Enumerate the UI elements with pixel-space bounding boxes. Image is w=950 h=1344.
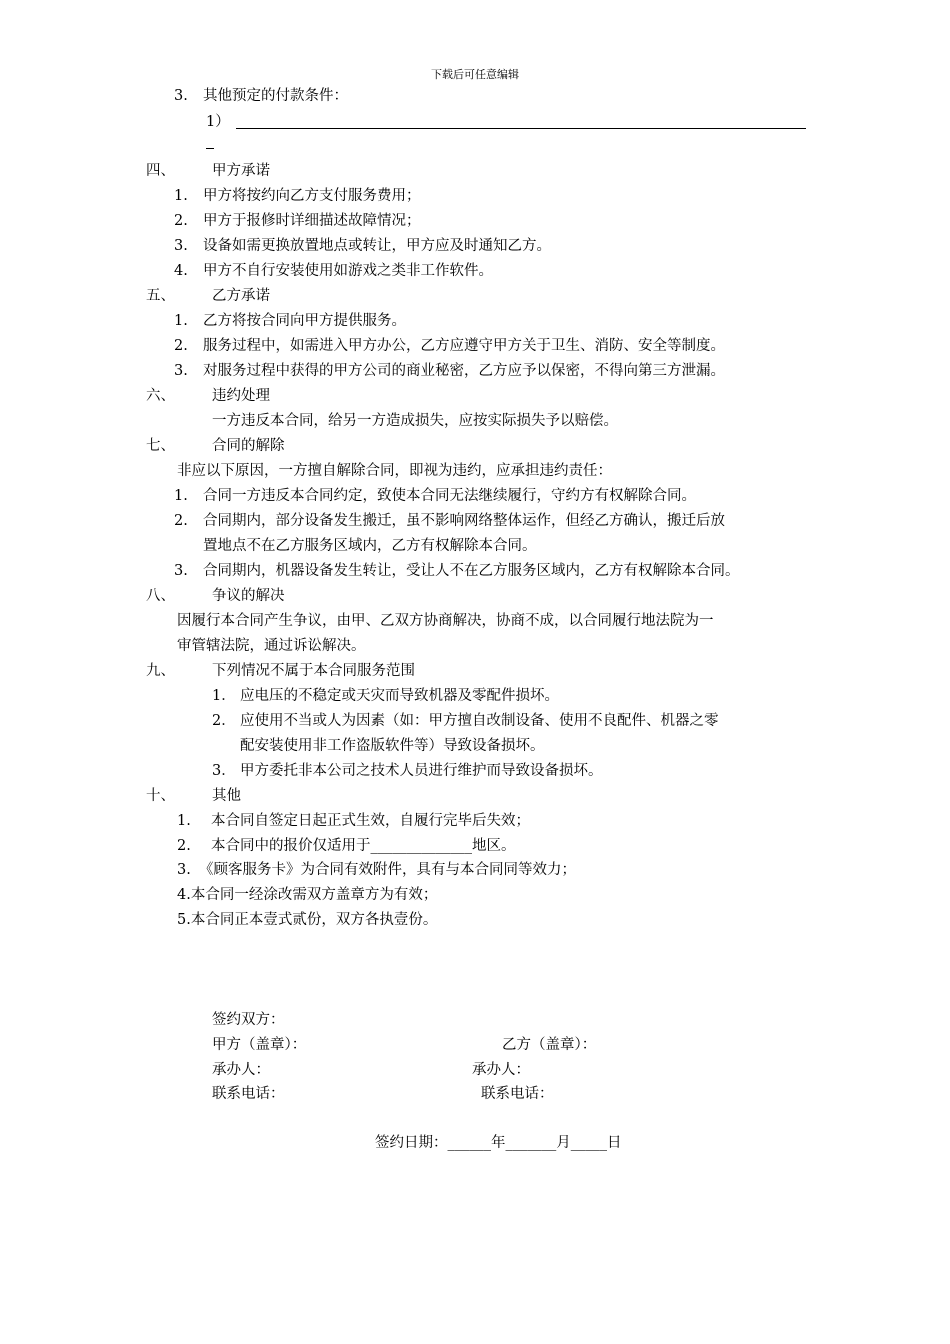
clause-text: 5.本合同正本壹式贰份，双方各执壹份。 (177, 912, 438, 928)
item-number: 1. (174, 188, 188, 204)
item-number: 3. (174, 363, 188, 379)
clause-text: 合同期内，部分设备发生搬迁，虽不影响网络整体运作，但经乙方确认，搬迁后放 (203, 513, 725, 529)
clause-text: 设备如需更换放置地点或转让，甲方应及时通知乙方。 (203, 238, 551, 254)
payment-term-1-blank-line (236, 128, 806, 129)
section-number: 五、 (146, 288, 175, 304)
clause-text: 应电压的不稳定或天灾而导致机器及零配件损坏。 (240, 688, 559, 704)
section-title-termination: 合同的解除 (212, 438, 285, 454)
clause-text: 本合同中的报价仅适用于______________地区。 (211, 838, 516, 854)
section-title-dispute: 争议的解决 (212, 588, 285, 604)
item-number: 2. (174, 213, 188, 229)
clause-text: 乙方将按合同向甲方提供服务。 (203, 313, 406, 329)
party-a-handler-label: 承办人： (212, 1062, 270, 1078)
section-number: 九、 (146, 663, 175, 679)
page-header: 下载后可任意编辑 (431, 68, 519, 81)
signing-parties-label: 签约双方： (212, 1012, 285, 1028)
clause-text: 本合同自签定日起正式生效，自履行完毕后失效； (211, 813, 530, 829)
clause-text: 审管辖法院，通过诉讼解决。 (177, 638, 366, 654)
item-number: 2. (174, 513, 188, 529)
party-b-phone-label: 联系电话： (481, 1086, 554, 1102)
clause-text: 合同一方违反本合同约定，致使本合同无法继续履行，守约方有权解除合同。 (203, 488, 696, 504)
section-number: 七、 (146, 438, 175, 454)
section-number: 八、 (146, 588, 175, 604)
party-a-seal-label: 甲方（盖章）： (212, 1037, 307, 1053)
clause-text: 因履行本合同产生争议，由甲、乙双方协商解决，协商不成，以合同履行地法院为一 (177, 613, 714, 629)
item-number: 4. (174, 263, 188, 279)
item-number: 2. (174, 338, 188, 354)
clause-text: 服务过程中，如需进入甲方办公，乙方应遵守甲方关于卫生、消防、安全等制度。 (203, 338, 725, 354)
clause-text: 甲方不自行安装使用如游戏之类非工作软件。 (203, 263, 493, 279)
item-number: 3. (177, 862, 191, 878)
section-title-other: 其他 (212, 788, 241, 804)
payment-term-1-blank-tail (206, 148, 214, 149)
clause-text: 甲方于报修时详细描述故障情况； (203, 213, 421, 229)
payment-terms-label: 其他预定的付款条件： (203, 88, 348, 104)
clause-text: 一方违反本合同，给另一方造成损失，应按实际损失予以赔偿。 (212, 413, 618, 429)
clause-text: 对服务过程中获得的甲方公司的商业秘密，乙方应予以保密，不得向第三方泄漏。 (203, 363, 725, 379)
clause-text: 甲方委托非本公司之技术人员进行维护而导致设备损坏。 (240, 763, 603, 779)
item-number: 1. (174, 488, 188, 504)
party-b-handler-label: 承办人： (472, 1062, 530, 1078)
clause-text: 《顾客服务卡》为合同有效附件，具有与本合同同等效力； (199, 862, 576, 878)
clause-text: 4.本合同一经涂改需双方盖章方为有效； (177, 887, 438, 903)
section-title-breach: 违约处理 (212, 388, 270, 404)
item-number: 2. (177, 838, 191, 854)
section-title-party-a-commitments: 甲方承诺 (212, 163, 270, 179)
clause-text: 置地点不在乙方服务区域内，乙方有权解除本合同。 (203, 538, 537, 554)
clause-text: 应使用不当或人为因素（如：甲方擅自改制设备、使用不良配件、机器之零 (240, 713, 719, 729)
item-number: 1． (212, 688, 236, 704)
section-title-exclusions: 下列情况不属于本合同服务范围 (212, 663, 415, 679)
signing-date-line: 签约日期：______年_______月_____日 (375, 1135, 622, 1151)
item-number: 3. (174, 563, 188, 579)
party-b-seal-label: 乙方（盖章）： (502, 1037, 597, 1053)
clause-text: 合同期内，机器设备发生转让，受让人不在乙方服务区域内，乙方有权解除本合同。 (203, 563, 740, 579)
clause-text: 配安装使用非工作盗版软件等）导致设备损坏。 (240, 738, 545, 754)
item-number: 3. (174, 238, 188, 254)
clause-text: 非应以下原因，一方擅自解除合同，即视为违约，应承担违约责任： (177, 463, 612, 479)
item-number: 1. (177, 813, 191, 829)
section-number: 四、 (146, 163, 175, 179)
item-number: 3． (212, 763, 236, 779)
party-a-phone-label: 联系电话： (212, 1086, 285, 1102)
payment-term-1-label: 1） (206, 114, 230, 130)
item-number: 1. (174, 313, 188, 329)
clause-text: 甲方将按约向乙方支付服务费用； (203, 188, 421, 204)
item-number: 3. (174, 88, 188, 104)
section-number: 六、 (146, 388, 175, 404)
section-number: 十、 (146, 788, 175, 804)
item-number: 2． (212, 713, 236, 729)
section-title-party-b-commitments: 乙方承诺 (212, 288, 270, 304)
